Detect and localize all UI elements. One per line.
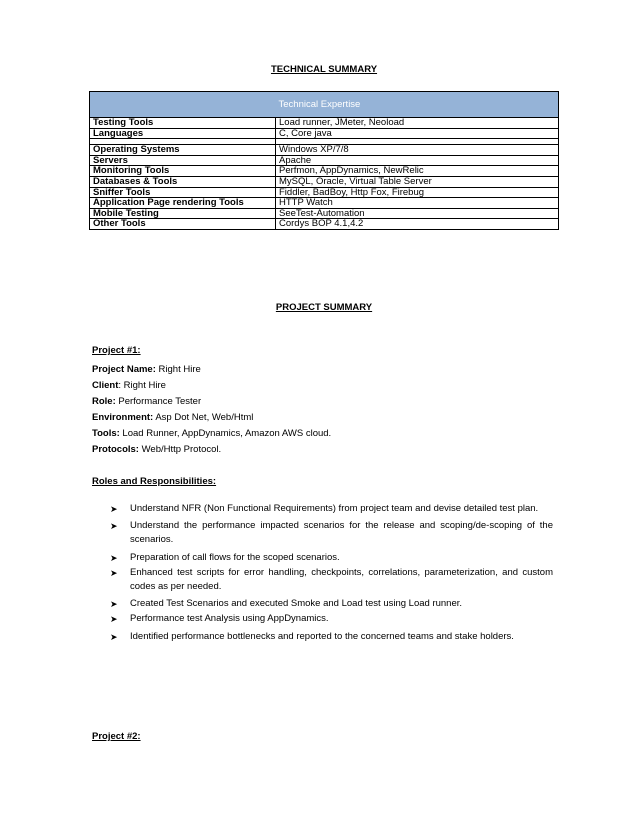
project-summary-title: PROJECT SUMMARY xyxy=(275,302,373,313)
list-item: ➤ Created Test Scenarios and executed Smoke and Load test using Load runner. xyxy=(110,597,553,611)
role-line: Role: Performance Tester xyxy=(92,396,202,407)
arrow-bullet-icon: ➤ xyxy=(110,631,118,642)
table-row: Languages C, Core java xyxy=(90,128,559,139)
list-item: ➤ Enhanced test scripts for error handling, checkpoints, correlations, parameterization, and custom codes as per needed. xyxy=(110,566,553,593)
list-item: ➤ Understand the performance impacted scenarios for the release and scoping/de-scoping of the scenarios. xyxy=(110,520,553,546)
arrow-bullet-icon: ➤ xyxy=(110,521,118,532)
list-item: ➤ Preparation of call flows for the scoped scenarios. xyxy=(110,551,553,565)
technical-expertise-table xyxy=(89,91,559,230)
table-row: Testing Tools Load runner, JMeter, Neoload xyxy=(90,118,559,129)
list-item: ➤ Performance test Analysis using AppDynamics. xyxy=(110,612,553,626)
protocols-line: Protocols: Web/Http Protocol. xyxy=(92,444,222,455)
arrow-bullet-icon: ➤ xyxy=(110,614,118,625)
table-header-row xyxy=(90,92,559,118)
arrow-bullet-icon: ➤ xyxy=(110,552,118,563)
arrow-bullet-icon: ➤ xyxy=(110,599,118,610)
arrow-bullet-icon: ➤ xyxy=(110,567,118,578)
table-row: Mobile Testing SeeTest-Automation xyxy=(90,208,559,219)
project-name-line: Project Name: Right Hire xyxy=(92,364,201,375)
table-row: Sniffer Tools Fiddler, BadBoy, Http Fox, Firebug xyxy=(90,187,559,198)
technical-summary-title: TECHNICAL SUMMARY xyxy=(270,64,378,75)
table-row: Monitoring Tools Perfmon, AppDynamics, NewRelic xyxy=(90,166,559,177)
tools-line: Tools: Load Runner, AppDynamics, Amazon AWS cloud. xyxy=(92,428,332,439)
table-row: Application Page rendering Tools HTTP Watch xyxy=(90,198,559,209)
list-item: ➤ Understand NFR (Non Functional Requirements) from project team and devise detailed test plan. xyxy=(110,502,553,516)
project-1-heading: Project #1: xyxy=(92,345,141,356)
client-line: Client: Right Hire xyxy=(92,380,166,391)
table-row: Operating Systems Windows XP/7/8 xyxy=(90,145,559,156)
table-row: Other Tools Cordys BOP 4.1,4.2 xyxy=(90,219,559,230)
responsibilities-list xyxy=(110,502,553,647)
list-item: ➤ Identified performance bottlenecks and reported to the concerned teams and stake holders. xyxy=(110,630,553,644)
environment-line: Environment: Asp Dot Net, Web/Html xyxy=(92,412,254,423)
technical-expertise-header: Technical Expertise xyxy=(276,92,559,118)
table-row: Servers Apache xyxy=(90,155,559,166)
table-row: Databases & Tools MySQL, Oracle, Virtual Table Server xyxy=(90,176,559,187)
arrow-bullet-icon: ➤ xyxy=(110,504,118,514)
project-2-heading: Project #2: xyxy=(92,731,141,742)
roles-heading: Roles and Responsibilities: xyxy=(92,476,217,487)
